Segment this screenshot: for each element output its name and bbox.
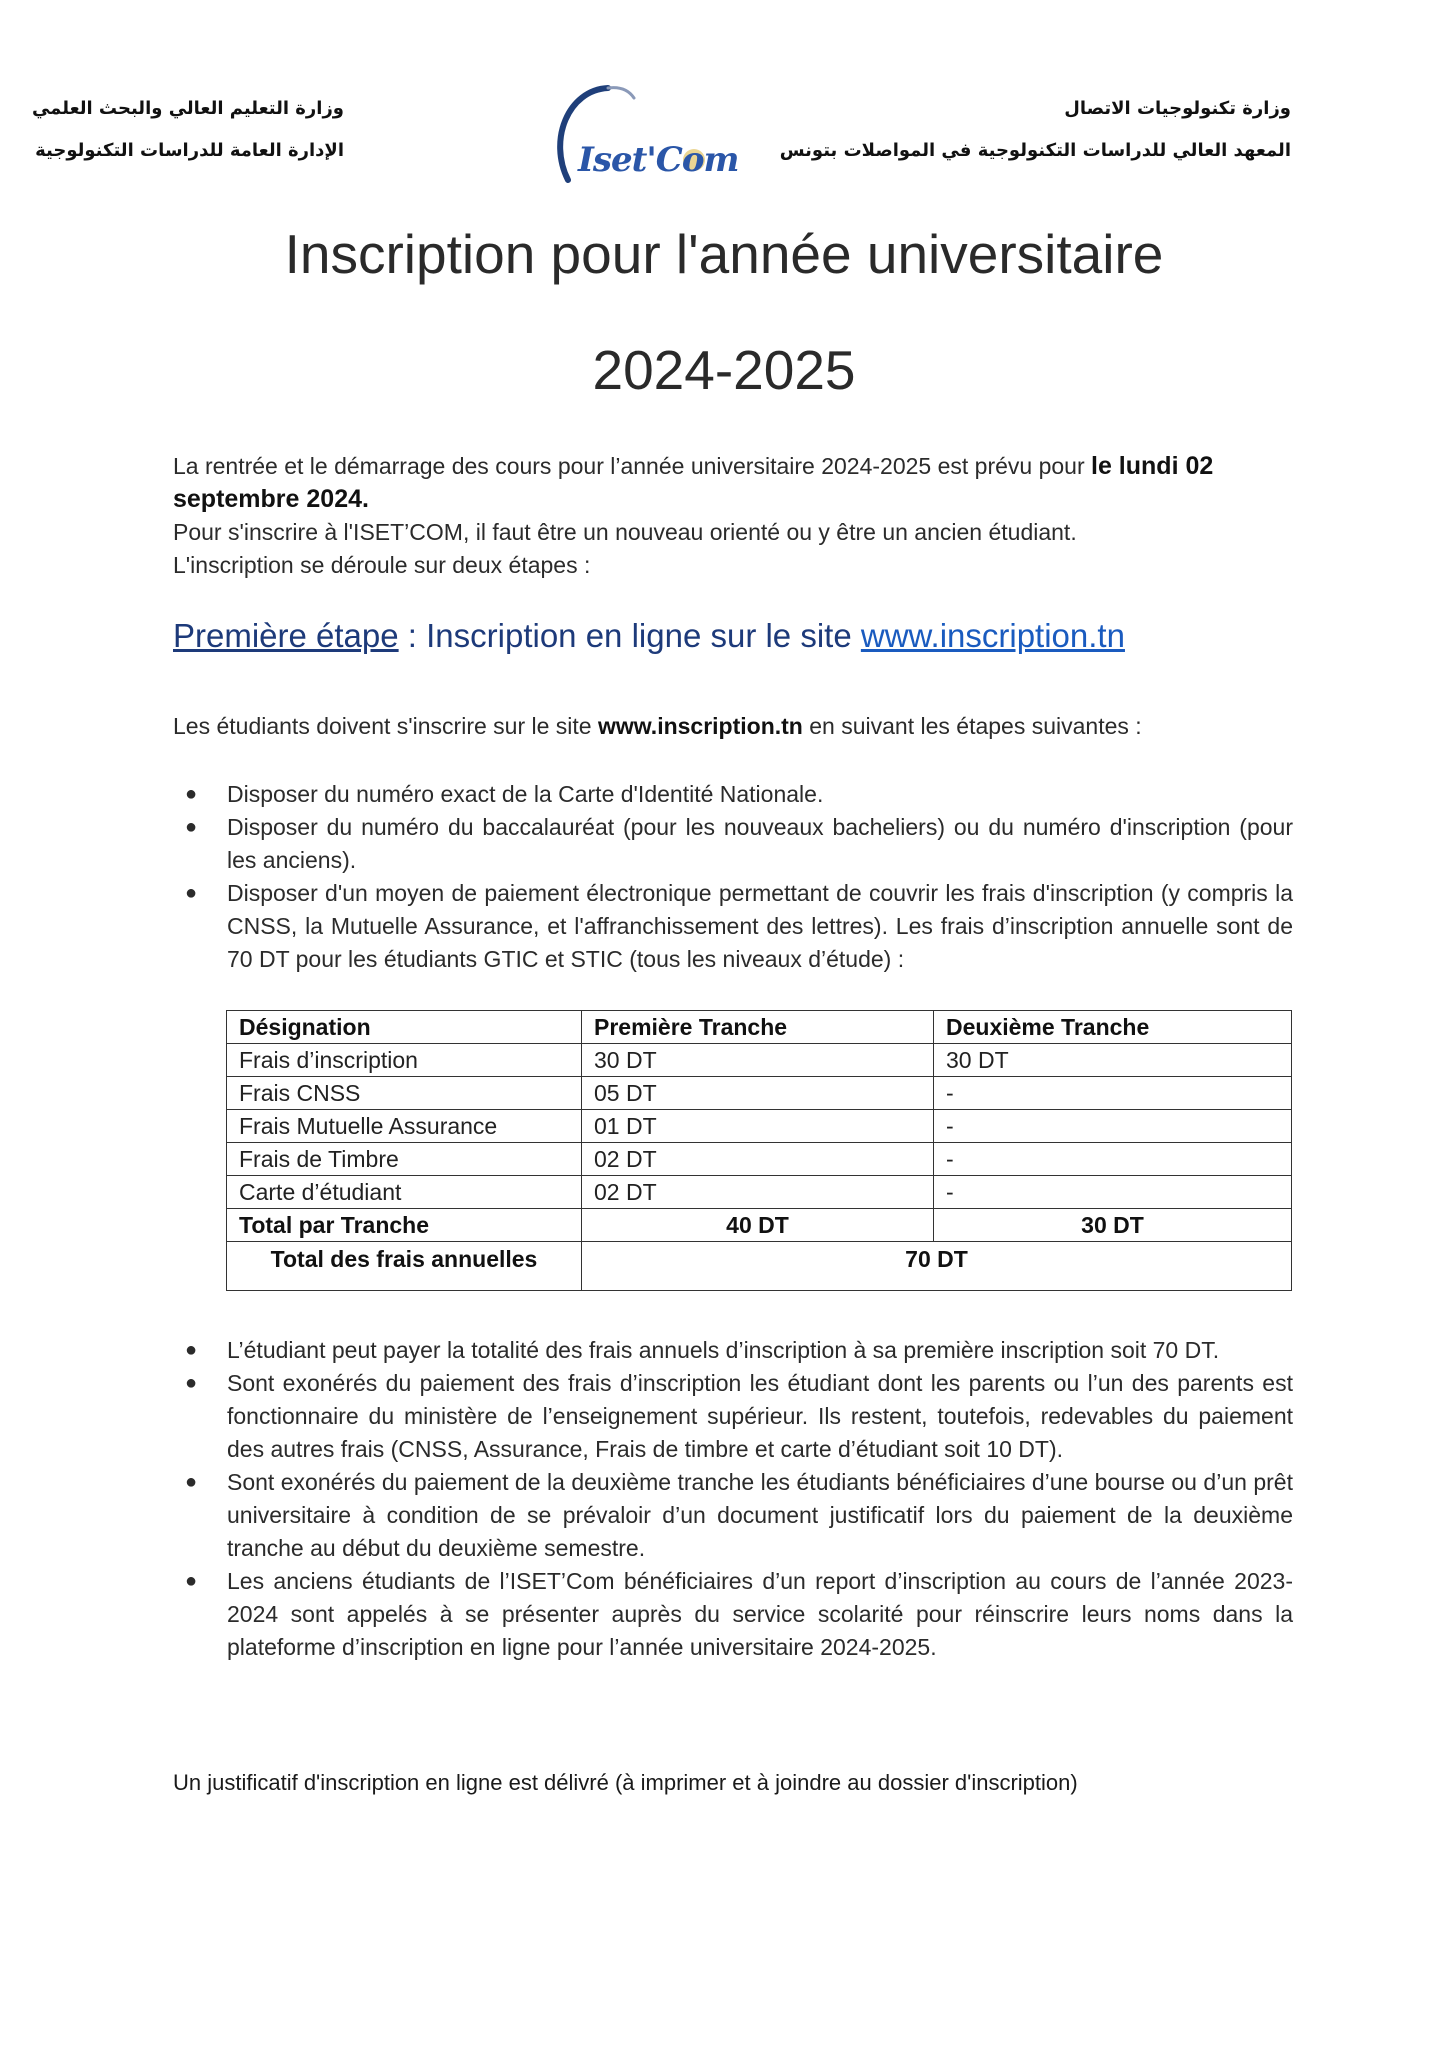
table-cell: - — [934, 1176, 1292, 1209]
list-item — [173, 778, 1293, 811]
bullet-icon: ● — [185, 882, 198, 904]
requirements-list — [173, 778, 1293, 976]
step-one-text: : Inscription en ligne sur le site — [398, 617, 861, 654]
table-header-row — [227, 1011, 1292, 1044]
table-row — [227, 1077, 1292, 1110]
list-item-text: Sont exonérés du paiement de la deuxième tranche les étudiants bénéficiaires d’une bourse ou d’un prêt universitaire à condition de se prévaloir d’un document justificatif lors du paiement de la deuxième tranche au début du deuxième semestre. — [227, 1469, 1293, 1561]
fees-table — [226, 1010, 1292, 1291]
start-date: le lundi 02 septembre 2024. — [173, 452, 1214, 513]
list-item — [173, 1334, 1293, 1367]
step-one-label: Première étape — [173, 617, 399, 654]
total-per-tranche-row — [227, 1209, 1292, 1242]
total-label: Total par Tranche — [227, 1209, 582, 1242]
notes-list — [173, 1334, 1293, 1664]
list-item-text: Disposer du numéro exact de la Carte d'Identité Nationale. — [227, 781, 824, 807]
annual-total-value: 70 DT — [582, 1242, 1292, 1291]
footer-note: Un justificatif d'inscription en ligne est délivré (à imprimer et à joindre au dossier d'inscription) — [173, 1770, 1078, 1795]
logo-text: Iset'Com — [578, 140, 739, 180]
list-item — [173, 1466, 1293, 1565]
lead-site: www.inscription.tn — [597, 713, 803, 739]
ministry-header-left — [32, 88, 344, 172]
page-title: Inscription pour l'année universitaire — [284, 223, 1164, 285]
table-cell: - — [934, 1143, 1292, 1176]
table-cell: - — [934, 1077, 1292, 1110]
table-row — [227, 1176, 1292, 1209]
page-title-year: 2024-2025 — [592, 339, 856, 401]
table-cell: Frais CNSS — [227, 1077, 582, 1110]
column-header: Désignation — [227, 1011, 582, 1044]
total-second-tranche: 30 DT — [934, 1209, 1292, 1242]
bullet-icon: ● — [185, 1372, 198, 1394]
table-cell: 02 DT — [582, 1143, 934, 1176]
ministry-name: وزارة التعليم العالي والبحث العلمي — [31, 98, 344, 119]
table-cell: Carte d’étudiant — [227, 1176, 582, 1209]
list-item-text: Sont exonérés du paiement des frais d’inscription les étudiant dont les parents ou l’un des parents est fonctionnaire du ministère de l’enseignement supérieur. Ils restent, toutefois, redevables du paiement des autres frais (CNSS, Assurance, Frais de timbre et carte d’étudiant soit 10 DT). — [227, 1370, 1293, 1462]
table-row — [227, 1044, 1292, 1077]
table-cell: - — [934, 1110, 1292, 1143]
table-cell: 02 DT — [582, 1176, 934, 1209]
list-item — [173, 1367, 1293, 1466]
bullet-icon: ● — [185, 816, 198, 838]
bullet-icon: ● — [185, 1339, 198, 1361]
table-cell: 30 DT — [934, 1044, 1292, 1077]
table-cell: Frais Mutuelle Assurance — [227, 1110, 582, 1143]
ministry-telecom-name: وزارة تكنولوجيات الاتصال — [1064, 98, 1291, 119]
steps-intro-text: L'inscription se déroule sur deux étapes : — [173, 552, 591, 578]
list-item-text: Disposer d'un moyen de paiement électronique permettant de couvrir les frais d'inscription (y compris la CNSS, la Mutuelle Assurance, et l'affranchissement des lettres). Les frais d’inscription annuelle sont de 70 DT pour les étudiants GTIC et STIC (tous les niveaux d’étude) : — [227, 880, 1293, 972]
annual-total-label: Total des frais annuelles — [227, 1242, 582, 1291]
column-header: Deuxième Tranche — [934, 1011, 1292, 1044]
table-cell: 01 DT — [582, 1110, 934, 1143]
table-cell: 30 DT — [582, 1044, 934, 1077]
bullet-icon: ● — [185, 1570, 198, 1592]
inscription-site-link[interactable]: www.inscription.tn — [860, 617, 1125, 654]
step-one-heading — [173, 617, 1125, 655]
list-item-text: Disposer du numéro du baccalauréat (pour les nouveaux bacheliers) ou du numéro d'inscription (pour les anciens). — [227, 814, 1293, 873]
intro-text: La rentrée et le démarrage des cours pour l’année universitaire 2024-2025 est prévu pour — [173, 453, 1092, 479]
lead-paragraph — [173, 710, 1293, 743]
table-cell: Frais de Timbre — [227, 1143, 582, 1176]
intro-paragraph — [173, 450, 1293, 582]
table-cell: Frais d’inscription — [227, 1044, 582, 1077]
bullet-icon: ● — [185, 1471, 198, 1493]
annual-total-row — [227, 1242, 1292, 1291]
eligibility-text: Pour s'inscrire à l'ISET’COM, il faut être un nouveau orienté ou y être un ancien étudiant. — [173, 519, 1077, 545]
institute-name: المعهد العالي للدراسات التكنولوجية في المواصلات بتونس — [779, 140, 1291, 161]
institute-header-right — [780, 88, 1291, 172]
table-row — [227, 1110, 1292, 1143]
column-header: Première Tranche — [582, 1011, 934, 1044]
directorate-name: الإدارة العامة للدراسات التكنولوجية — [35, 140, 344, 161]
total-first-tranche: 40 DT — [582, 1209, 934, 1242]
isetcom-logo — [538, 80, 739, 190]
list-item — [173, 1565, 1293, 1664]
bullet-icon: ● — [185, 783, 198, 805]
lead-prefix: Les étudiants doivent s'inscrire sur le site — [173, 713, 598, 739]
lead-suffix: en suivant les étapes suivantes : — [802, 713, 1142, 739]
table-row — [227, 1143, 1292, 1176]
list-item-text: L’étudiant peut payer la totalité des frais annuels d’inscription à sa première inscription soit 70 DT. — [227, 1337, 1220, 1363]
table-cell: 05 DT — [582, 1077, 934, 1110]
list-item-text: Les anciens étudiants de l’ISET’Com bénéficiaires d’un report d’inscription au cours de l’année 2023-2024 sont appelés à se présenter auprès du service scolarité pour réinscrire leurs noms dans la plateforme d’inscription en ligne pour l’année universitaire 2024-2025. — [227, 1568, 1293, 1660]
list-item — [173, 877, 1293, 976]
list-item — [173, 811, 1293, 877]
